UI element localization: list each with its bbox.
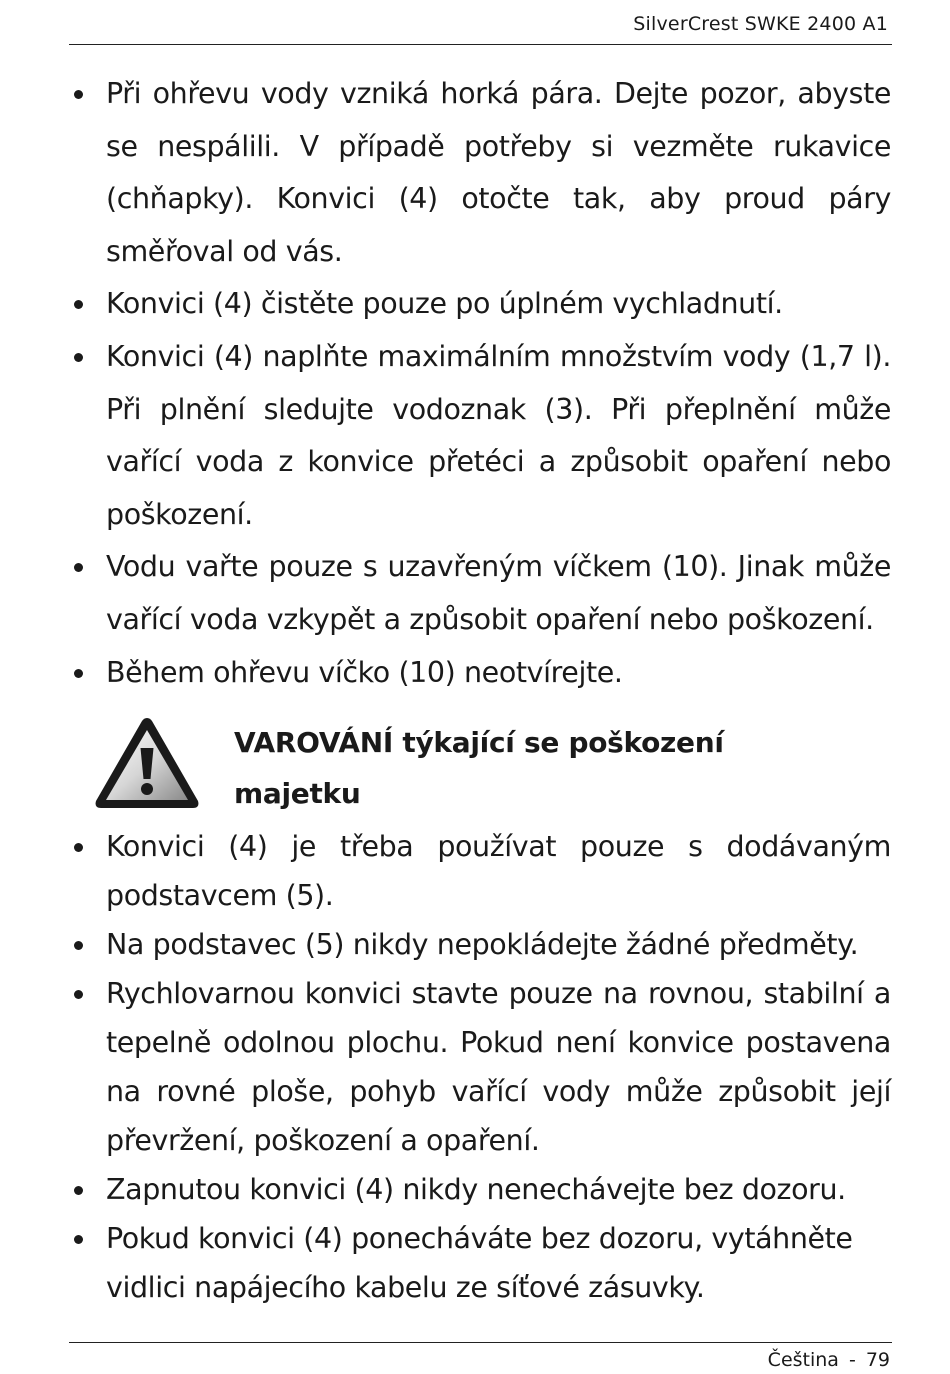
header-divider xyxy=(69,44,892,45)
list-item: Při ohřevu vody vzniká horká pára. Dejte pozor, abyste se nespálili. V případě potřeby si vezměte rukavice (chňapky). Konvici (4) otočte tak, aby proud páry směřoval od vás. xyxy=(106,68,891,278)
list-item: Pokud konvici (4) ponecháváte bez dozoru, vytáhněte vidlici napájecího kabelu ze síťové zásuvky. xyxy=(106,1214,891,1312)
list-item: Konvici (4) je třeba používat pouze s dodávaným podstavcem (5). xyxy=(106,822,891,920)
list-item: Konvici (4) naplňte maximálním množstvím vody (1,7 l). Při plnění sledujte vodoznak (3). Při přeplnění může vařící voda z konvice přetéci a způsobit opaření nebo poškození. xyxy=(106,331,891,541)
safety-list-top xyxy=(106,68,891,699)
footer-label xyxy=(768,1349,890,1371)
list-item: Během ohřevu víčko (10) neotvírejte. xyxy=(106,647,891,700)
footer-separator: - xyxy=(848,1349,856,1371)
warning-block xyxy=(92,715,892,815)
list-item: Konvici (4) čistěte pouze po úplném vychladnutí. xyxy=(106,278,891,331)
safety-list-bottom xyxy=(106,822,891,1312)
list-item: Zapnutou konvici (4) nikdy nenechávejte bez dozoru. xyxy=(106,1165,891,1214)
header-title: SilverCrest SWKE 2400 A1 xyxy=(633,13,888,35)
page-number: 79 xyxy=(865,1349,890,1371)
warning-title: VAROVÁNÍ týkající se poškození majetku xyxy=(234,726,724,810)
footer-language: Čeština xyxy=(767,1349,839,1371)
list-item: Vodu vařte pouze s uzavřeným víčkem (10). Jinak může vařící voda vzkypět a způsobit opaření nebo poškození. xyxy=(106,541,891,646)
list-item: Na podstavec (5) nikdy nepokládejte žádné předměty. xyxy=(106,920,891,969)
footer-divider xyxy=(69,1342,892,1343)
list-item: Rychlovarnou konvici stavte pouze na rovnou, stabilní a tepelně odolnou plochu. Pokud není konvice postavena na rovné ploše, pohyb vařící vody může způsobit její převržení, poškození a opaření. xyxy=(106,969,891,1165)
warning-triangle-icon xyxy=(92,715,202,811)
